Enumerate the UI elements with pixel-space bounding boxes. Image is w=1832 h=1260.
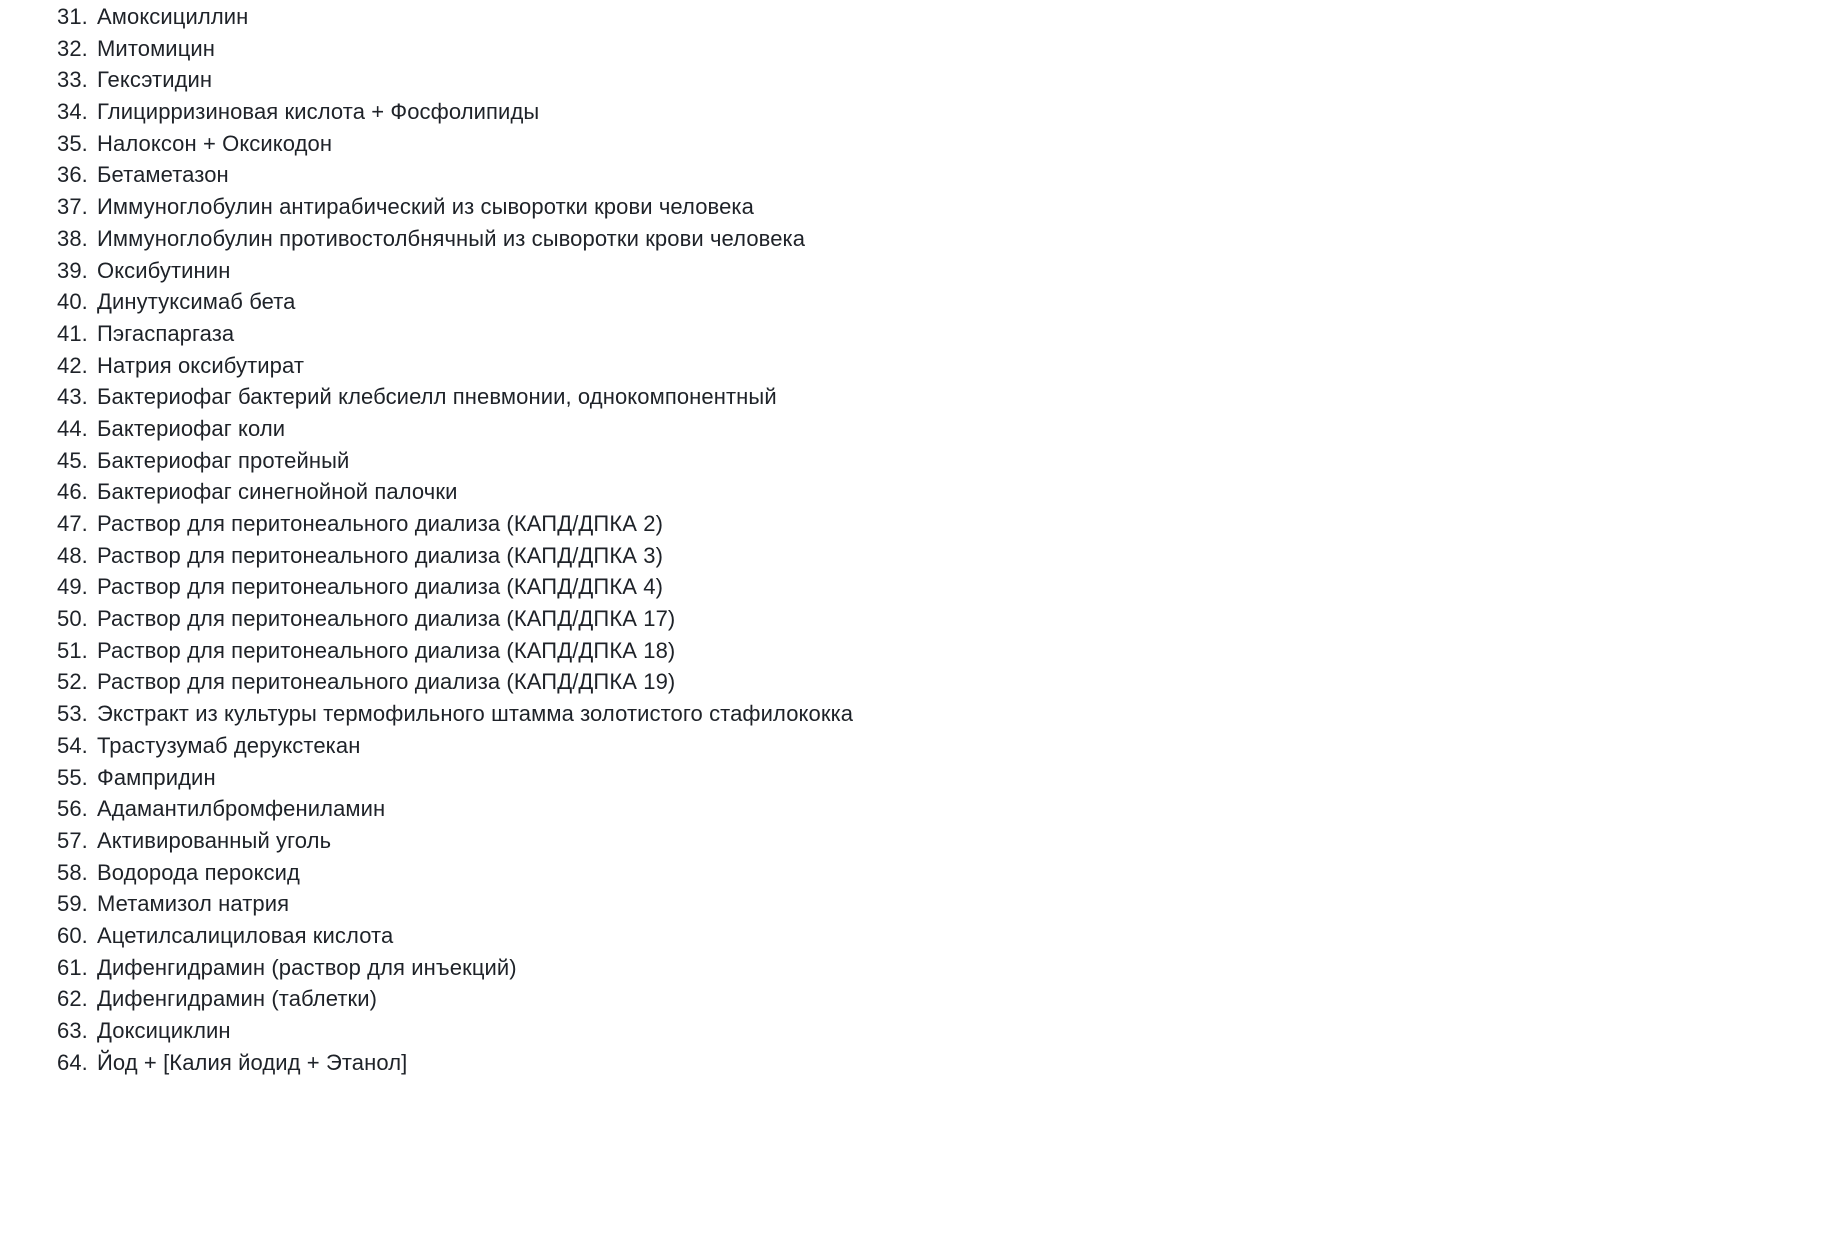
list-item-number: 42.	[57, 352, 88, 378]
list-item	[57, 793, 1832, 825]
list-item-number: 52.	[57, 669, 88, 695]
list-item	[57, 857, 1832, 889]
list-item	[57, 64, 1832, 96]
list-item-text: Налоксон + Оксикодон	[97, 130, 333, 156]
list-item-text: Иммуноглобулин противостолбнячный из сыворотки крови человека	[97, 225, 806, 251]
list-item-number: 32.	[57, 35, 88, 61]
list-item-text: Бактериофаг синегнойной палочки	[97, 479, 458, 505]
list-item	[57, 350, 1832, 382]
list-item	[57, 825, 1832, 857]
list-item-number: 57.	[57, 827, 88, 853]
list-item-text: Йод + [Калия йодид + Этанол]	[97, 1049, 408, 1075]
list-item-number: 34.	[57, 99, 88, 125]
list-item	[57, 540, 1832, 572]
list-item	[57, 1047, 1832, 1079]
list-item-text: Динутуксимаб бета	[97, 289, 296, 315]
list-item-number: 53.	[57, 701, 88, 727]
list-item-number: 56.	[57, 796, 88, 822]
list-item	[57, 762, 1832, 794]
list-item-number: 36.	[57, 162, 88, 188]
list-item-number: 37.	[57, 194, 88, 220]
list-item	[57, 381, 1832, 413]
list-item-text: Бетаметазон	[97, 162, 229, 188]
list-item-number: 60.	[57, 922, 88, 948]
list-item	[57, 920, 1832, 952]
list-item	[57, 223, 1832, 255]
list-item-text: Активированный уголь	[97, 827, 332, 853]
list-item	[57, 286, 1832, 318]
list-item-text: Бактериофаг протейный	[97, 447, 350, 473]
list-item-text: Пэгаспаргаза	[97, 320, 235, 346]
list-item	[57, 1015, 1832, 1047]
list-item-text: Оксибутинин	[97, 257, 231, 283]
list-item-number: 45.	[57, 447, 88, 473]
list-item	[57, 888, 1832, 920]
list-item-number: 64.	[57, 1049, 88, 1075]
list-item	[57, 635, 1832, 667]
list-item-text: Экстракт из культуры термофильного штамма золотистого стафилококка	[97, 701, 854, 727]
list-item-number: 41.	[57, 320, 88, 346]
list-item-number: 44.	[57, 415, 88, 441]
list-item-text: Раствор для перитонеального диализа (КАПД/ДПКА 19)	[97, 669, 676, 695]
list-item-number: 40.	[57, 289, 88, 315]
list-item-text: Глицирризиновая кислота + Фосфолипиды	[97, 99, 540, 125]
list-item-text: Раствор для перитонеального диализа (КАПД/ДПКА 17)	[97, 606, 676, 632]
list-item-text: Раствор для перитонеального диализа (КАПД/ДПКА 3)	[97, 542, 663, 568]
list-item	[57, 571, 1832, 603]
list-item-text: Бактериофаг бактерий клебсиелл пневмонии, однокомпонентный	[97, 384, 777, 410]
list-item	[57, 128, 1832, 160]
list-item-text: Метамизол натрия	[97, 891, 290, 917]
list-item-text: Бактериофаг коли	[97, 415, 286, 441]
list-item-number: 43.	[57, 384, 88, 410]
list-item	[57, 603, 1832, 635]
list-item-number: 47.	[57, 511, 88, 536]
list-item	[57, 445, 1832, 477]
list-item-number: 48.	[57, 542, 88, 568]
list-item-number: 63.	[57, 1018, 88, 1043]
list-item-number: 51.	[57, 637, 88, 663]
list-item-text: Фампридин	[97, 764, 216, 790]
list-item-text: Митомицин	[97, 35, 216, 61]
list-item-text: Раствор для перитонеального диализа (КАПД/ДПКА 18)	[97, 637, 676, 663]
list-item-number: 38.	[57, 225, 88, 251]
list-item-text: Раствор для перитонеального диализа (КАПД/ДПКА 4)	[97, 574, 663, 600]
list-item-number: 54.	[57, 732, 88, 758]
list-item	[57, 698, 1832, 730]
list-item-text: Дифенгидрамин (раствор для инъекций)	[97, 954, 517, 980]
list-item-text: Трастузумаб дерукстекан	[97, 732, 361, 758]
list-item	[57, 508, 1832, 540]
list-item-text: Натрия оксибутират	[97, 352, 305, 378]
list-item-text: Амоксициллин	[97, 4, 249, 29]
list-item	[57, 318, 1832, 350]
list-item	[57, 666, 1832, 698]
list-item-number: 62.	[57, 986, 88, 1012]
list-item	[57, 476, 1832, 508]
list-item-number: 33.	[57, 67, 88, 93]
list-item-number: 39.	[57, 257, 88, 283]
list-item	[57, 730, 1832, 762]
list-item	[57, 191, 1832, 223]
list-item	[57, 1, 1832, 33]
list-item-text: Ацетилсалициловая кислота	[97, 922, 394, 948]
list-item-text: Гексэтидин	[97, 67, 213, 93]
list-item-number: 31.	[57, 4, 88, 29]
list-item-text: Раствор для перитонеального диализа (КАПД/ДПКА 2)	[97, 511, 663, 536]
list-item	[57, 255, 1832, 287]
list-item	[57, 33, 1832, 65]
list-item-number: 55.	[57, 764, 88, 790]
list-item-number: 46.	[57, 479, 88, 505]
list-item-number: 58.	[57, 859, 88, 885]
list-item	[57, 983, 1832, 1015]
list-item-number: 61.	[57, 954, 88, 980]
list-item-text: Иммуноглобулин антирабический из сыворотки крови человека	[97, 194, 754, 220]
list-item	[57, 159, 1832, 191]
list-item-text: Доксициклин	[97, 1018, 231, 1043]
list-item	[57, 952, 1832, 984]
list-item-text: Дифенгидрамин (таблетки)	[97, 986, 378, 1012]
list-item-number: 49.	[57, 574, 88, 600]
list-item-number: 59.	[57, 891, 88, 917]
list-item-number: 50.	[57, 606, 88, 632]
list-item	[57, 413, 1832, 445]
list-item-number: 35.	[57, 130, 88, 156]
list-item	[57, 96, 1832, 128]
list-item-text: Водорода пероксид	[97, 859, 300, 885]
list-item-text: Адамантилбромфениламин	[97, 796, 386, 822]
